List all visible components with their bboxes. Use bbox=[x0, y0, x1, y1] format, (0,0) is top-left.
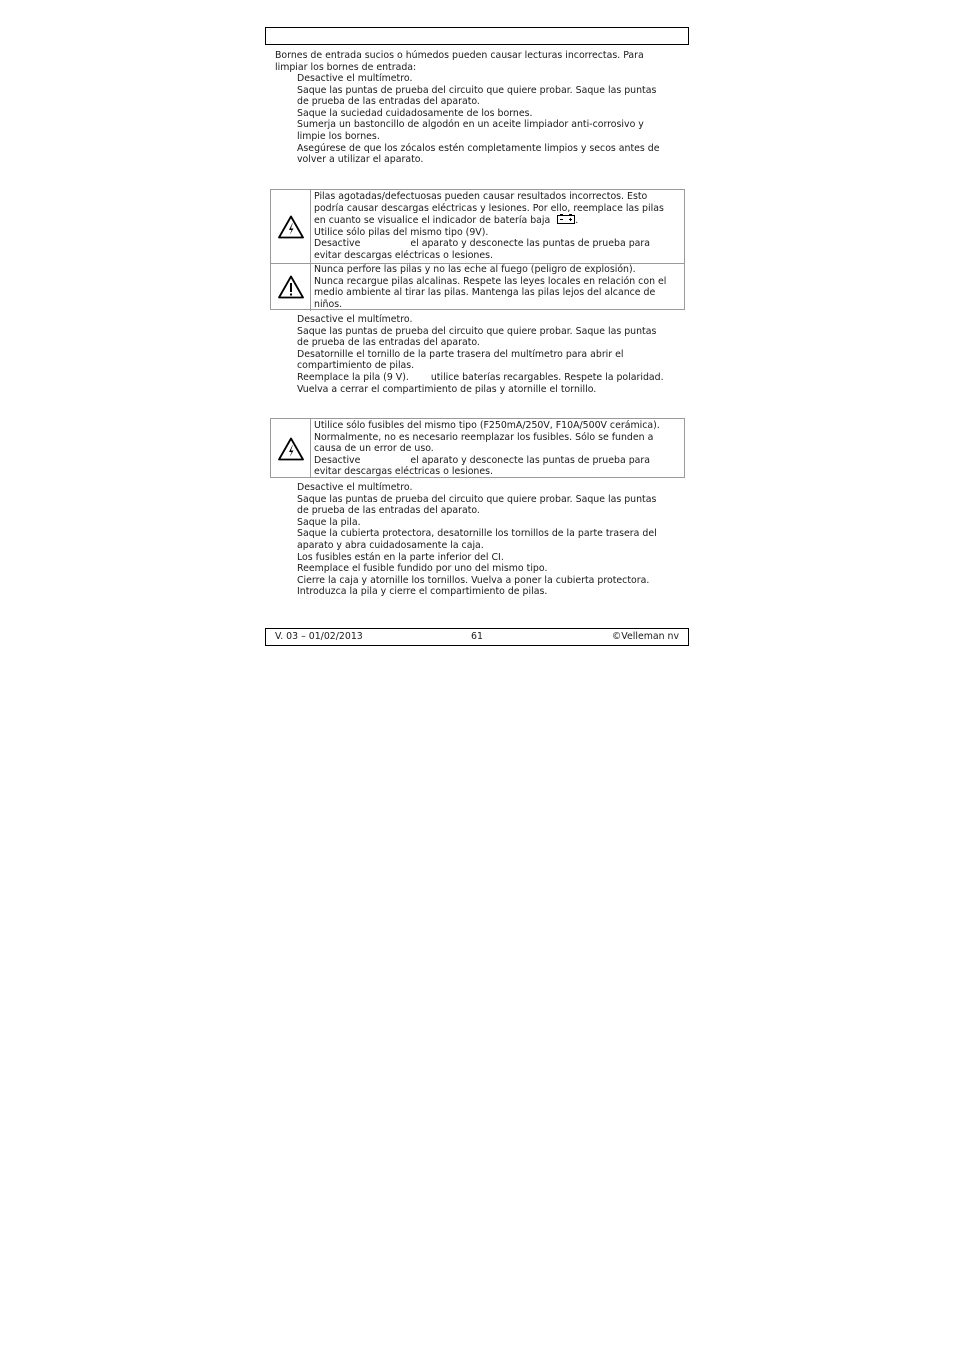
electric-shock-warning-icon bbox=[278, 437, 304, 461]
warning-icon-cell bbox=[271, 264, 311, 311]
list-item: Saque la pila. bbox=[297, 516, 361, 528]
list-item: Saque las puntas de prueba del circuito que quiere probar. Saque las puntas de prueba de las entradas del aparato. bbox=[297, 493, 657, 517]
list-item: Los fusibles están en la parte inferior del CI. bbox=[297, 551, 504, 563]
list-item: Desactive el multímetro. bbox=[297, 314, 413, 325]
list-item: Desatornille el tornillo de la parte trasera del multímetro para abrir el compartimiento de pilas. bbox=[297, 348, 624, 372]
general-warning-icon bbox=[278, 275, 304, 299]
fuse-steps bbox=[297, 482, 677, 598]
list-item: Saque la cubierta protectora, desatornille los tornillos de la parte trasera del aparato y abra cuidadosamente la caja. bbox=[297, 528, 657, 551]
footer-version: V. 03 – 01/02/2013 bbox=[275, 631, 363, 642]
list-item: Saque las puntas de prueba del circuito que quiere probar. Saque las puntas de prueba de las entradas del aparato. bbox=[297, 325, 657, 349]
warning-icon-cell bbox=[271, 190, 311, 263]
battery-warning-box bbox=[270, 189, 685, 310]
cleaning-steps bbox=[297, 73, 677, 166]
footer-copyright: ©Velleman nv bbox=[611, 631, 679, 642]
list-item: Reemplace la pila (9 V). utilice baterías recargables. Respete la polaridad. bbox=[297, 371, 664, 383]
list-item: Introduzca la pila y cierre el compartimiento de pilas. bbox=[297, 586, 548, 598]
electric-shock-warning-icon bbox=[278, 215, 304, 239]
battery-steps bbox=[297, 314, 677, 395]
list-item: Desactive el multímetro. bbox=[297, 482, 413, 493]
list-item: Asegúrese de que los zócalos estén completamente limpios y secos antes de volver a utilizar el aparato. bbox=[297, 142, 660, 166]
list-item: Saque la suciedad cuidadosamente de los bornes. bbox=[297, 107, 533, 119]
cleaning-intro: Bornes de entrada sucios o húmedos pueden causar lecturas incorrectas. Para limpiar los bornes de entrada: bbox=[275, 50, 644, 73]
low-battery-icon bbox=[557, 214, 575, 224]
list-item: Reemplace el fusible fundido por uno del mismo tipo. bbox=[297, 563, 548, 575]
page-number: 61 bbox=[471, 631, 483, 642]
list-item: Cierre la caja y atornille los tornillos. Vuelva a poner la cubierta protectora. bbox=[297, 574, 650, 586]
header-box bbox=[265, 27, 689, 45]
list-item: Vuelva a cerrar el compartimiento de pilas y atornille el tornillo. bbox=[297, 383, 597, 395]
battery-warning-text: Pilas agotadas/defectuosas pueden causar resultados incorrectos. Esto podría causar descargas eléctricas y lesiones. Por ello, reemplace las pilas en cuanto se visualice el indicador de batería baja . Utilice sólo pilas del mismo tipo (9V). Desactive el aparato y desconecte las puntas de prueba para evitar descargas eléctricas o lesiones. bbox=[314, 191, 664, 261]
page-footer bbox=[265, 628, 689, 646]
battery-warning-text-2: Nunca perfore las pilas y no las eche al fuego (peligro de explosión). Nunca recargue pilas alcalinas. Respete las leyes locales en relación con el medio ambiente al tirar las pilas. Mantenga las pilas lejos del alcance de niños. bbox=[314, 264, 667, 310]
list-item: Desactive el multímetro. bbox=[297, 73, 413, 84]
fuse-warning-box bbox=[270, 418, 685, 478]
battery-warning-row-2 bbox=[271, 263, 684, 311]
list-item: Sumerja un bastoncillo de algodón en un aceite limpiador anti-corrosivo y limpie los bornes. bbox=[297, 119, 644, 142]
warning-icon-cell bbox=[271, 419, 311, 477]
list-item: Saque las puntas de prueba del circuito que quiere probar. Saque las puntas de prueba de las entradas del aparato. bbox=[297, 84, 657, 108]
fuse-warning-text: Utilice sólo fusibles del mismo tipo (F250mA/250V, F10A/500V cerámica). Normalmente, no es necesario reemplazar los fusibles. Sólo se funden a causa de un error de uso. Desactive el aparato y desconecte las puntas de prueba para evitar descargas eléctricas o lesiones. bbox=[314, 420, 660, 478]
